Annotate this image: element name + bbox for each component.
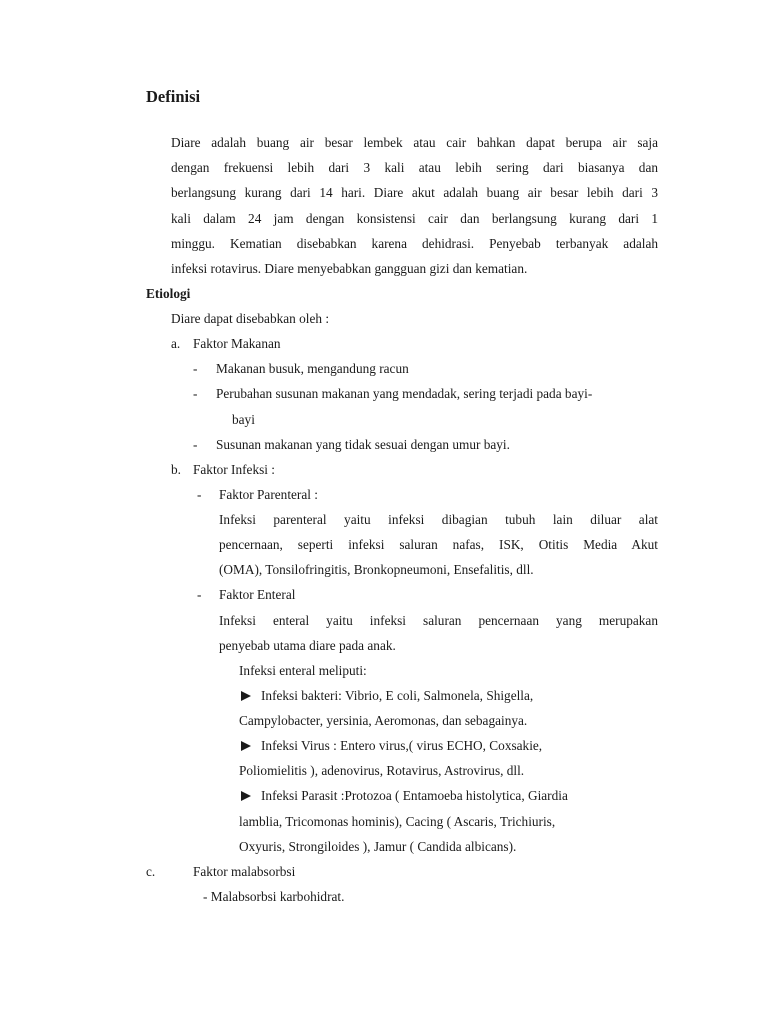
bullet-item <box>240 687 533 705</box>
paragraph-line: pencernaan, seperti infeksi saluran nafas, ISK, Otitis Media Akut <box>219 537 658 552</box>
arrow-bullet-icon <box>241 691 251 701</box>
definition-line: kali dalam 24 jam dengan konsistensi cair dan berlangsung kurang dari 1 <box>171 211 658 226</box>
bullet-continuation: lamblia, Tricomonas hominis), Cacing ( Ascaris, Trichiuris, <box>239 814 556 829</box>
definition-line: dengan frekuensi lebih dari 3 kali atau lebih sering dari biasanya dan <box>171 160 658 175</box>
section-intro: Diare dapat disebabkan oleh : <box>171 311 330 326</box>
section-heading: Etiologi <box>146 286 191 301</box>
paragraph-line: Infeksi enteral yaitu infeksi saluran pencernaan yang merupakan <box>219 613 658 628</box>
paragraph-line: (OMA), Tonsilofringitis, Bronkopneumoni, Ensefalitis, dll. <box>219 562 534 577</box>
definition-line: minggu. Kematian disebabkan karena dehidrasi. Penyebab terbanyak adalah <box>171 236 658 251</box>
paragraph-line: penyebab utama diare pada anak. <box>219 638 396 653</box>
bullet-text: Infeksi Parasit :Protozoa ( Entamoeba histolytica, Giardia <box>261 788 568 803</box>
list-item-continuation: bayi <box>232 412 255 427</box>
bullet-item <box>240 787 568 805</box>
definition-line: berlangsung kurang dari 14 hari. Diare akut adalah buang air besar lebih dari 3 <box>171 185 658 200</box>
arrow-bullet-icon <box>241 741 251 751</box>
list-marker: a. <box>171 336 181 351</box>
subsection-title: Faktor Enteral <box>219 587 296 602</box>
definition-line: infeksi rotavirus. Diare menyebabkan gangguan gizi dan kematian. <box>171 261 528 276</box>
list-marker: b. <box>171 462 181 477</box>
list-item: Perubahan susunan makanan yang mendadak, sering terjadi pada bayi- <box>216 386 593 401</box>
dash-marker: - <box>193 361 198 376</box>
arrow-bullet-icon <box>241 791 251 801</box>
dash-marker: - <box>193 386 198 401</box>
dash-marker: - <box>197 587 202 602</box>
bullet-continuation: Campylobacter, yersinia, Aeromonas, dan sebagainya. <box>239 713 528 728</box>
subsection-title: Faktor Parenteral : <box>219 487 318 502</box>
list-item: Susunan makanan yang tidak sesuai dengan umur bayi. <box>216 437 510 452</box>
bullet-text: Infeksi Virus : Entero virus,( virus ECHO, Coxsakie, <box>261 738 543 753</box>
definition-line: Diare adalah buang air besar lembek atau cair bahkan dapat berupa air saja <box>171 135 658 150</box>
page-title: Definisi <box>146 87 201 106</box>
bullet-item <box>240 737 542 755</box>
list-marker: c. <box>146 864 156 879</box>
bullet-continuation: Poliomielitis ), adenovirus, Rotavirus, Astrovirus, dll. <box>239 763 525 778</box>
paragraph-line: Infeksi enteral meliputi: <box>239 663 367 678</box>
dash-marker: - <box>193 437 198 452</box>
list-item: - Malabsorbsi karbohidrat. <box>203 889 345 904</box>
paragraph-line: Infeksi parenteral yaitu infeksi dibagian tubuh lain diluar alat <box>219 512 658 527</box>
dash-marker: - <box>197 487 202 502</box>
list-item-title: Faktor malabsorbsi <box>193 864 296 879</box>
list-item-title: Faktor Infeksi : <box>193 462 275 477</box>
list-item-title: Faktor Makanan <box>193 336 281 351</box>
bullet-text: Infeksi bakteri: Vibrio, E coli, Salmonela, Shigella, <box>261 688 534 703</box>
bullet-continuation: Oxyuris, Strongiloides ), Jamur ( Candida albicans). <box>239 839 517 854</box>
list-item: Makanan busuk, mengandung racun <box>216 361 409 376</box>
